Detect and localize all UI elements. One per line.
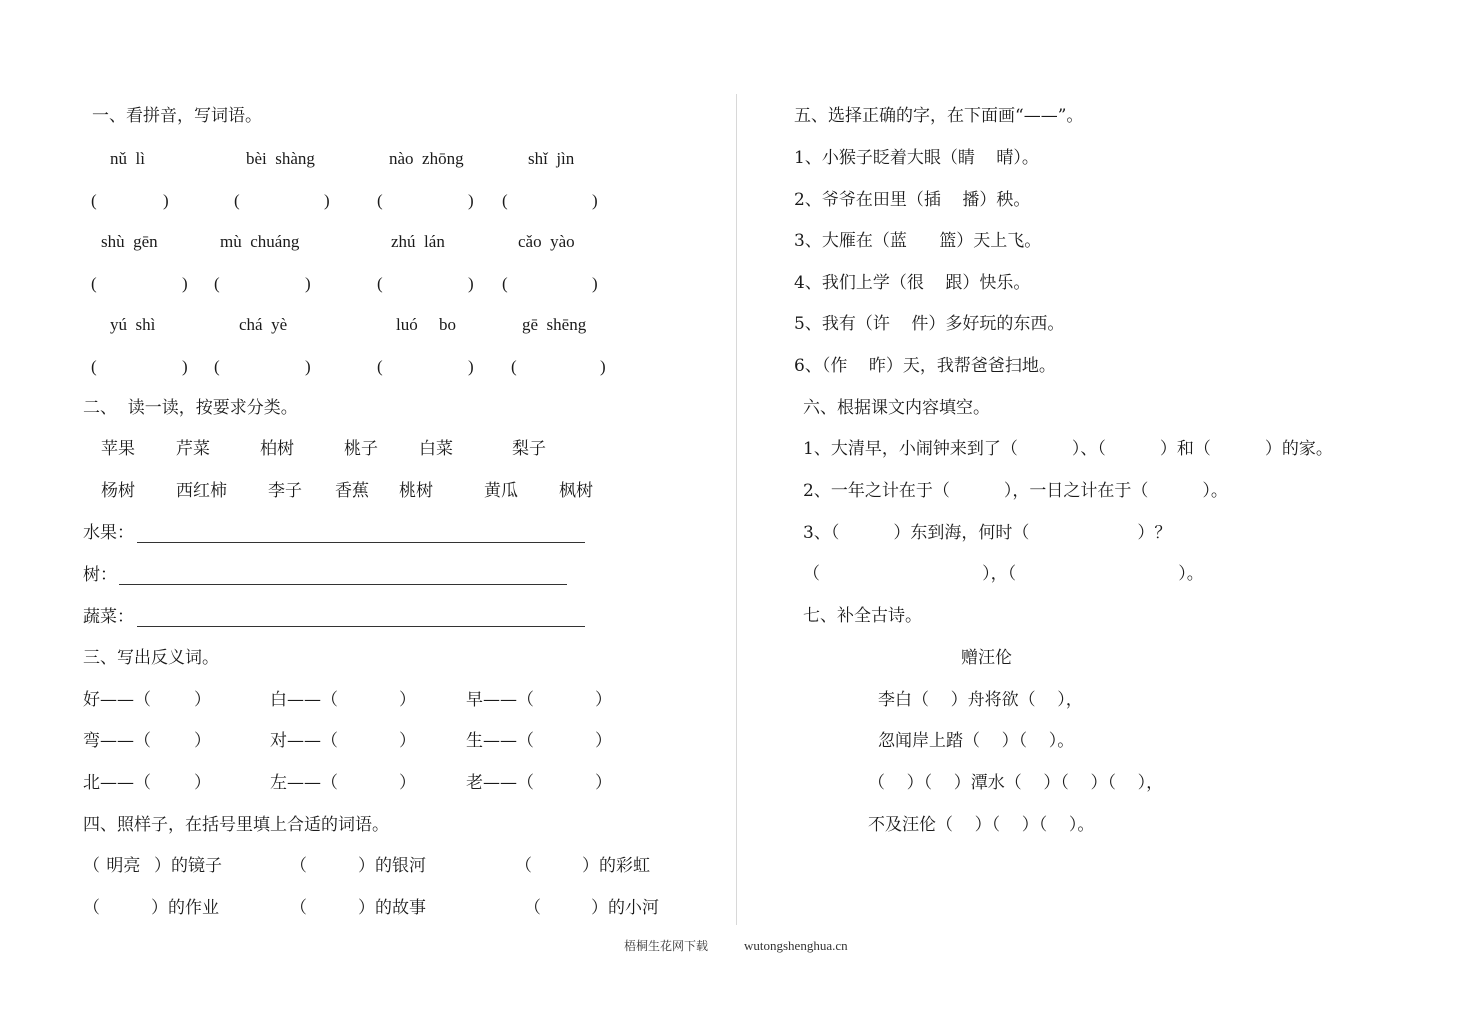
category-tree-answer-line[interactable] (119, 584, 567, 585)
pinyin-muchuang: mù chuáng (220, 232, 300, 251)
fill-item-1: 1、大清早，小闹钟来到了（ ）、（ ）和（ ）的家。 (803, 439, 1333, 459)
answer-open-paren: ( (214, 357, 220, 376)
antonym-wan: 弯——（ (83, 731, 151, 751)
antonym-close: ） (595, 731, 612, 751)
category-vegetable-label: 蔬菜： (83, 607, 134, 627)
word-cypress: 柏树 (260, 439, 294, 459)
word-plum: 李子 (268, 481, 302, 501)
section3-title: 三、写出反义词。 (83, 648, 219, 668)
fill-item-2: 2、一年之计在于（ ），一日之计在于（ ）。 (803, 481, 1228, 501)
choice-item-6: 6、（作 昨）天，我帮爸爸扫地。 (794, 356, 1056, 376)
word-peach-tree: 桃树 (399, 481, 433, 501)
word-celery: 芹菜 (176, 439, 210, 459)
phrase-example-fill: 明亮 (101, 856, 141, 876)
answer-open-paren: ( (214, 274, 220, 293)
answer-close-paren: ) (600, 357, 606, 376)
column-divider (736, 94, 737, 925)
phrase-open: （ (290, 856, 307, 876)
poem-line-3: （ ）（ ）潭水（ ）（ ）（ ）， (868, 773, 1164, 793)
word-cabbage: 白菜 (419, 439, 453, 459)
phrase-river: ）的小河 (591, 898, 659, 918)
antonym-close: ） (399, 731, 416, 751)
antonym-close: ） (399, 773, 416, 793)
pinyin-gesheng: gē shēng (522, 315, 587, 334)
antonym-hao: 好——（ (83, 690, 151, 710)
poem-line-4: 不及汪伦（ ）（ ）（ ）。 (868, 815, 1095, 835)
phrase-milky-way: ）的银河 (358, 856, 426, 876)
pinyin-caoyao: cǎo yào (518, 232, 575, 251)
choice-item-1: 1、小猴子眨着大眼（睛 晴）。 (794, 148, 1039, 168)
answer-open-paren: ( (502, 191, 508, 210)
pinyin-naozhong: nào zhōng (389, 149, 464, 168)
section7-title: 七、补全古诗。 (803, 606, 922, 626)
phrase-open: （ (83, 898, 100, 918)
phrase-open: （ (83, 856, 100, 876)
phrase-homework: ）的作业 (151, 898, 219, 918)
word-poplar: 杨树 (101, 481, 135, 501)
phrase-mirror: ）的镜子 (154, 856, 222, 876)
antonym-close: ） (194, 773, 211, 793)
word-tomato: 西红柿 (176, 481, 227, 501)
phrase-story: ）的故事 (358, 898, 426, 918)
choice-item-3: 3、大雁在（蓝 篮）天上飞。 (794, 231, 1042, 251)
antonym-lao: 老——（ (466, 773, 534, 793)
answer-close-paren: ) (324, 191, 330, 210)
phrase-rainbow: ）的彩虹 (582, 856, 650, 876)
section1-title: 一、看拼音，写词语。 (92, 106, 262, 126)
fill-item-3: 3、（ ）东到海，何时（ ）？ (803, 523, 1172, 543)
pinyin-luobo: luó bo (396, 315, 456, 334)
footer-url[interactable]: wutongshenghua.cn (744, 938, 848, 953)
section4-title: 四、照样子，在括号里填上合适的词语。 (83, 815, 389, 835)
answer-close-paren: ) (182, 274, 188, 293)
word-maple: 枫树 (559, 481, 593, 501)
word-banana: 香蕉 (335, 481, 369, 501)
choice-item-4: 4、我们上学（很 跟）快乐。 (794, 273, 1031, 293)
poem-line-1: 李白（ ）舟将欲（ ）， (878, 690, 1083, 710)
category-vegetable-answer-line[interactable] (137, 626, 585, 627)
word-cucumber: 黄瓜 (484, 481, 518, 501)
section6-title: 六、根据课文内容填空。 (803, 398, 990, 418)
answer-open-paren: ( (502, 274, 508, 293)
answer-open-paren: ( (91, 274, 97, 293)
antonym-bai: 白——（ (270, 690, 338, 710)
phrase-open: （ (524, 898, 541, 918)
antonym-close: ） (194, 690, 211, 710)
answer-close-paren: ) (305, 357, 311, 376)
pinyin-shugen: shù gēn (101, 232, 158, 251)
answer-close-paren: ) (592, 191, 598, 210)
pinyin-beishang: bèi shàng (246, 149, 315, 168)
pinyin-chaye: chá yè (239, 315, 288, 334)
choice-item-5: 5、我有（许 件）多好玩的东西。 (794, 314, 1065, 334)
answer-open-paren: ( (377, 274, 383, 293)
antonym-close: ） (595, 690, 612, 710)
answer-close-paren: ) (305, 274, 311, 293)
word-pear: 梨子 (512, 439, 546, 459)
answer-open-paren: ( (91, 357, 97, 376)
answer-open-paren: ( (91, 191, 97, 210)
antonym-sheng: 生——（ (466, 731, 534, 751)
choice-item-2: 2、爷爷在田里（插 播）秧。 (794, 190, 1031, 210)
antonym-dui: 对——（ (270, 731, 338, 751)
category-tree-label: 树： (83, 565, 117, 585)
poem-line-2: 忽闻岸上踏（ ）（ ）。 (878, 731, 1075, 751)
antonym-close: ） (194, 731, 211, 751)
poem-title: 赠汪伦 (961, 648, 1012, 668)
answer-close-paren: ) (468, 357, 474, 376)
category-fruit-answer-line[interactable] (137, 542, 585, 543)
footer-site-name: 梧桐生花网下载 (624, 939, 709, 953)
pinyin-nuli: nǔ lì (110, 149, 145, 168)
antonym-close: ） (595, 773, 612, 793)
section5-title: 五、选择正确的字，在下面画“——”。 (794, 106, 1084, 126)
answer-close-paren: ) (592, 274, 598, 293)
answer-close-paren: ) (163, 191, 169, 210)
answer-open-paren: ( (511, 357, 517, 376)
antonym-close: ） (399, 690, 416, 710)
category-fruit-label: 水果： (83, 523, 134, 543)
phrase-open: （ (515, 856, 532, 876)
answer-close-paren: ) (182, 357, 188, 376)
answer-close-paren: ) (468, 191, 474, 210)
pinyin-zhulan: zhú lán (391, 232, 445, 251)
answer-open-paren: ( (377, 191, 383, 210)
fill-item-3-cont: （ ），（ ）。 (803, 564, 1204, 584)
word-apple: 苹果 (101, 439, 135, 459)
answer-close-paren: ) (468, 274, 474, 293)
antonym-zuo: 左——（ (270, 773, 338, 793)
section2-title: 二、 读一读，按要求分类。 (83, 398, 298, 418)
phrase-open: （ (290, 898, 307, 918)
answer-open-paren: ( (377, 357, 383, 376)
answer-open-paren: ( (234, 191, 240, 210)
word-peach: 桃子 (344, 439, 378, 459)
pinyin-yushi: yú shì (110, 315, 156, 334)
antonym-bei: 北——（ (83, 773, 151, 793)
pinyin-shijin: shǐ jìn (528, 149, 575, 168)
antonym-zao: 早——（ (466, 690, 534, 710)
